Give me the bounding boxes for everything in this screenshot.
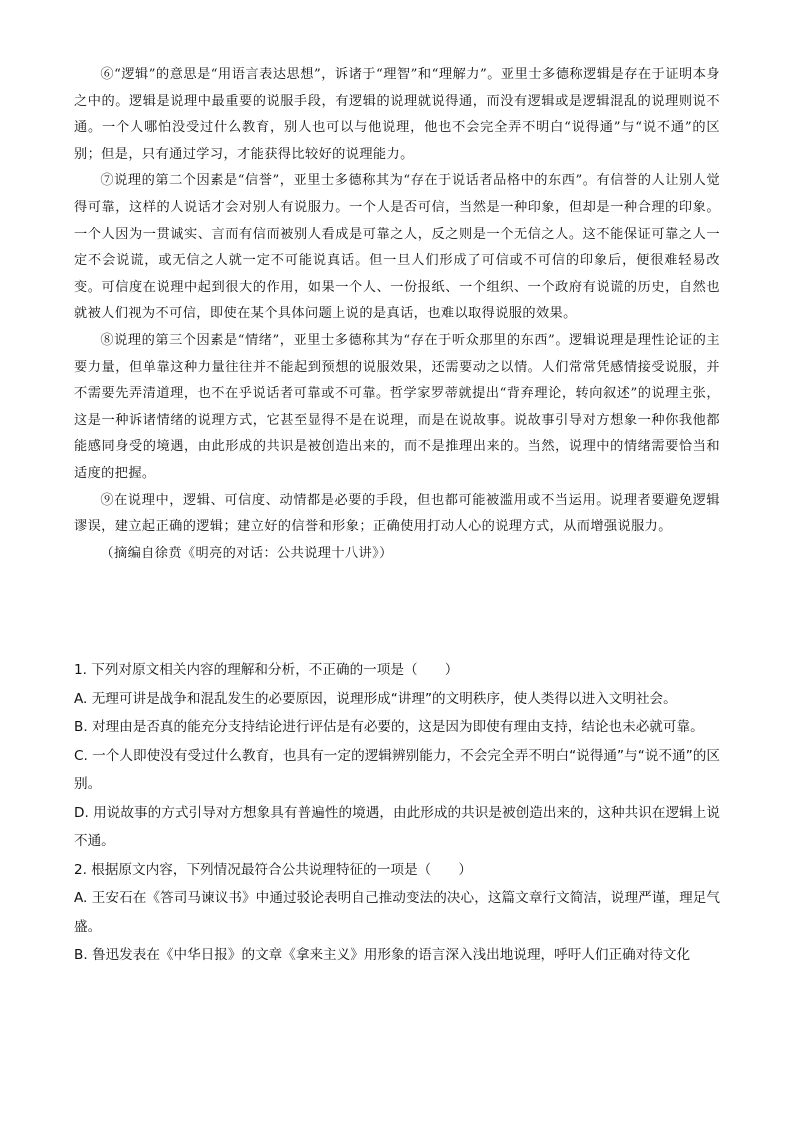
passage-source: （摘编自徐贲《明亮的对话：公共说理十八讲》） bbox=[100, 545, 393, 561]
passage-paragraph: ⑦说理的第二个因素是“信誉”，亚里士多德称其为“存在于说话者品格中的东西”。有信誉的人让别人觉得可靠，这样的人说话才会对别人有说服力。一个人是否可信，当然是一种印象，但却是一种合理的印象。一个人因为一贯诚实、言而有信而被别人看成是可靠之人，反之则是一个无信之人。这不能保证可靠之人一定不会说谎，或无信之人就一定不可能说真话。但一旦人们形成了可信或不可信的印象后，便很难轻易改变。可信度在说理中起到很大的作用，如果一个人、一份报纸、一个组织、一个政府有说谎的历史，自然也就被人们视为不可信，即使在某个具体问题上说的是真话，也难以取得说服的效果。 bbox=[74, 173, 720, 322]
passage-paragraph: ⑥“逻辑”的意思是“用语言表达思想”，诉诸于“理智”和“理解力”。亚里士多德称逻辑是存在于证明本身之中的。逻辑是说理中最重要的说服手段，有逻辑的说理就说得通，而没有逻辑或是逻辑混乱的说理则说不通。一个人哪怕没受过什么教育，别人也可以与他说理，他也不会完全弄不明白“说得通”与“说不通”的区别；但是，只有通过学习，才能获得比较好的说理能力。 bbox=[74, 67, 720, 162]
question-1-stem: 1. 下列对原文相关内容的理解和分析，不正确的一项是（ ） bbox=[74, 662, 459, 678]
question-section bbox=[74, 656, 720, 970]
question-1-option-a: A. 无理可讲是战争和混乱发生的必要原因，说理形成“讲理”的文明秩序，使人类得以进入文明社会。 bbox=[74, 690, 677, 707]
question-2-option-b: B. 鲁迅发表在《中华日报》的文章《拿来主义》用形象的语言深入浅出地说理，呼吁人们正确对待文化 bbox=[74, 947, 691, 963]
question-1-option-c: C. 一个人即使没有受过什么教育，也具有一定的逻辑辨别能力，不会完全弄不明白“说得通”与“说不通”的区别。 bbox=[74, 747, 720, 792]
reading-passage bbox=[74, 62, 720, 567]
question-1-option-b: B. 对理由是否真的能充分支持结论进行评估是有必要的，这是因为即使有理由支持，结论也未必就可靠。 bbox=[74, 719, 704, 735]
passage-paragraph: ⑨在说理中，逻辑、可信度、动情都是必要的手段，但也都可能被滥用或不当运用。说理者要避免逻辑谬误，建立起正确的逻辑；建立好的信誉和形象；正确使用打动人心的说理方式，从而增强说服力。 bbox=[74, 492, 720, 535]
question-2-stem: 2. 根据原文内容，下列情况最符合公共说理特征的一项是（ ） bbox=[74, 861, 472, 878]
question-2-option-a: A. 王安石在《答司马谏议书》中通过驳论表明自己推动变法的决心，这篇文章行文简洁，说理严谨，理足气盛。 bbox=[74, 890, 720, 935]
question-1-option-d: D. 用说故事的方式引导对方想象具有普遍性的境遇，由此形成的共识是被创造出来的，这种共识在逻辑上说不通。 bbox=[74, 804, 720, 849]
passage-paragraph: ⑧说理的第三个因素是“情绪”，亚里士多德称其为“存在于听众那里的东西”。逻辑说理是理性论证的主要力量，但单靠这种力量往往并不能起到预想的说服效果，还需要动之以情。人们常常凭感情接受说服，并不需要先弄清道理，也不在乎说话者可靠或不可靠。哲学家罗蒂就提出“背弃理论，转向叙述”的说理主张，这是一种诉诸情绪的说理方式，它甚至显得不是在说理，而是在说故事。说故事引导对方想象一种你我他都能感同身受的境遇，由此形成的共识是被创造出来的，而不是推理出来的。当然，说理中的情绪需要恰当和适度的把握。 bbox=[74, 332, 720, 481]
